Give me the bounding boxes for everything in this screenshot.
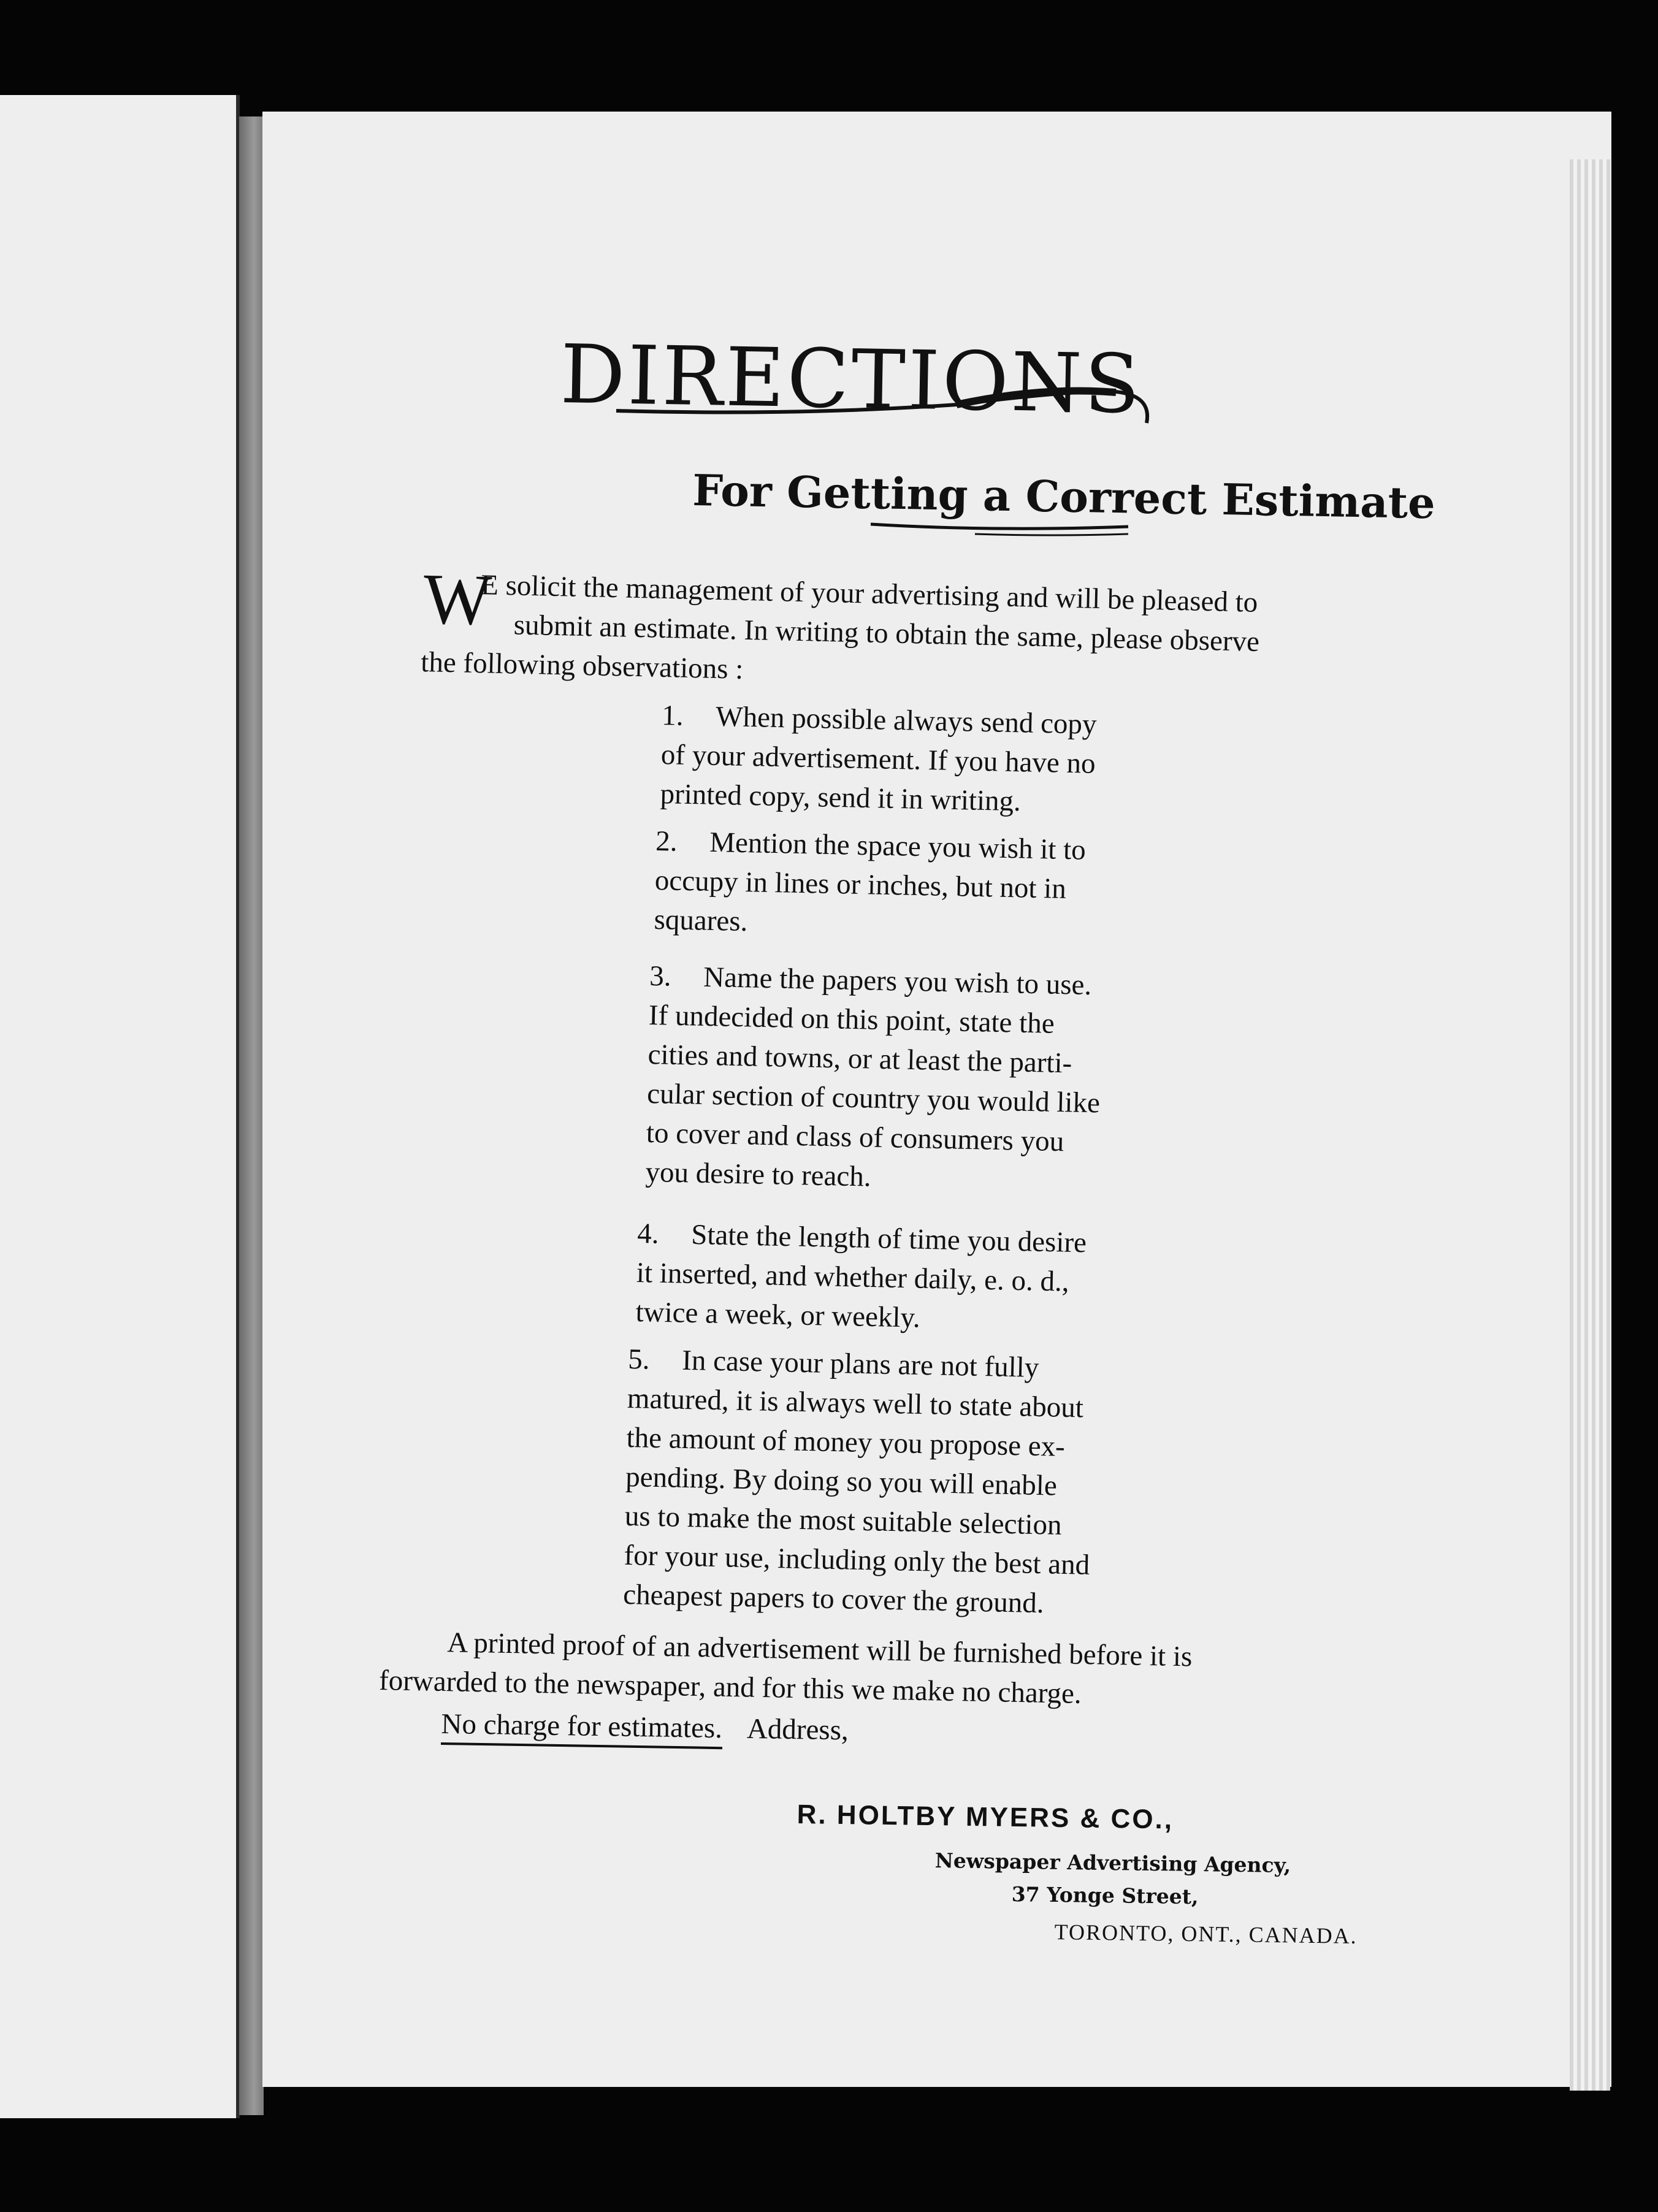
intro-line: submit an estimate. In writing to obtain the same, please observe (513, 609, 1260, 658)
item-number: 1. (661, 699, 684, 732)
item-line: When possible always send copy (715, 700, 1098, 741)
item-line: cities and towns, or at least the parti- (648, 1038, 1072, 1080)
intro-line: E solicit the management of your advertising and will be pleased to (480, 569, 1258, 619)
heading: DIRECTIONS (559, 327, 1144, 432)
item-line: to cover and class of consumers you (646, 1116, 1064, 1158)
company-name: R. HOLTBY MYERS & CO., (797, 1799, 1174, 1835)
item-number: 4. (636, 1217, 660, 1250)
item-line: Name the papers you wish to use. (703, 961, 1092, 1002)
item-line: Mention the space you wish it to (709, 826, 1087, 866)
item-line: for your use, including only the best and (624, 1539, 1090, 1581)
no-charge-note: No charge for estimates. (441, 1708, 722, 1749)
item-line: If undecided on this point, state the (648, 999, 1055, 1040)
item-number: 5. (627, 1343, 651, 1376)
item-line: occupy in lines or inches, but not in (654, 864, 1067, 906)
item-line: In case your plans are not fully (681, 1344, 1039, 1384)
heading-swash (613, 368, 1165, 429)
item-line: printed copy, send it in writing. (660, 777, 1022, 818)
item-line: cheapest papers to cover the ground. (622, 1578, 1045, 1620)
left-page (0, 95, 240, 2118)
closing-line: A printed proof of an advertisement will be furnished before it is (446, 1627, 1193, 1673)
item-line: you desire to reach. (645, 1156, 872, 1193)
list-item (635, 1214, 1190, 1343)
item-line: twice a week, or weekly. (635, 1295, 921, 1334)
item-number: 2. (655, 825, 678, 858)
list-item (654, 822, 1208, 951)
drop-cap: W (422, 559, 493, 641)
item-line: the amount of money you propose ex- (626, 1421, 1066, 1463)
intro-line: the following observations : (420, 646, 744, 685)
address-label: Address, (746, 1712, 849, 1747)
address-line: Newspaper Advertising Agency, (934, 1848, 1291, 1878)
address-line: TORONTO, ONT., CANADA. (1054, 1920, 1358, 1948)
intro-paragraph (420, 559, 1441, 705)
page-edge (1570, 159, 1610, 2091)
list-item (623, 1340, 1180, 1626)
item-line: matured, it is always well to state about (627, 1382, 1084, 1424)
item-line: of your advertisement. If you have no (660, 738, 1096, 780)
item-number: 3. (649, 959, 672, 993)
no-charge-line (441, 1704, 849, 1750)
item-line: it inserted, and whether daily, e. o. d., (636, 1256, 1070, 1298)
closing-line: forwarded to the newspaper, and for this we make no charge. (378, 1664, 1082, 1710)
list-item (645, 956, 1202, 1203)
item-line: squares. (654, 903, 748, 938)
address-line: 37 Yonge Street, (1011, 1882, 1199, 1909)
subheading-rule (871, 518, 1128, 543)
list-item (660, 696, 1214, 825)
item-line: pending. By doing so you will enable (625, 1460, 1058, 1502)
item-line: cular section of country you would like (646, 1077, 1101, 1119)
item-line: us to make the most suitable selection (624, 1500, 1063, 1541)
item-line: State the length of time you desire (690, 1218, 1087, 1259)
subheading: For Getting a Correct Estimate (692, 465, 1436, 529)
book-spine (239, 116, 264, 2115)
